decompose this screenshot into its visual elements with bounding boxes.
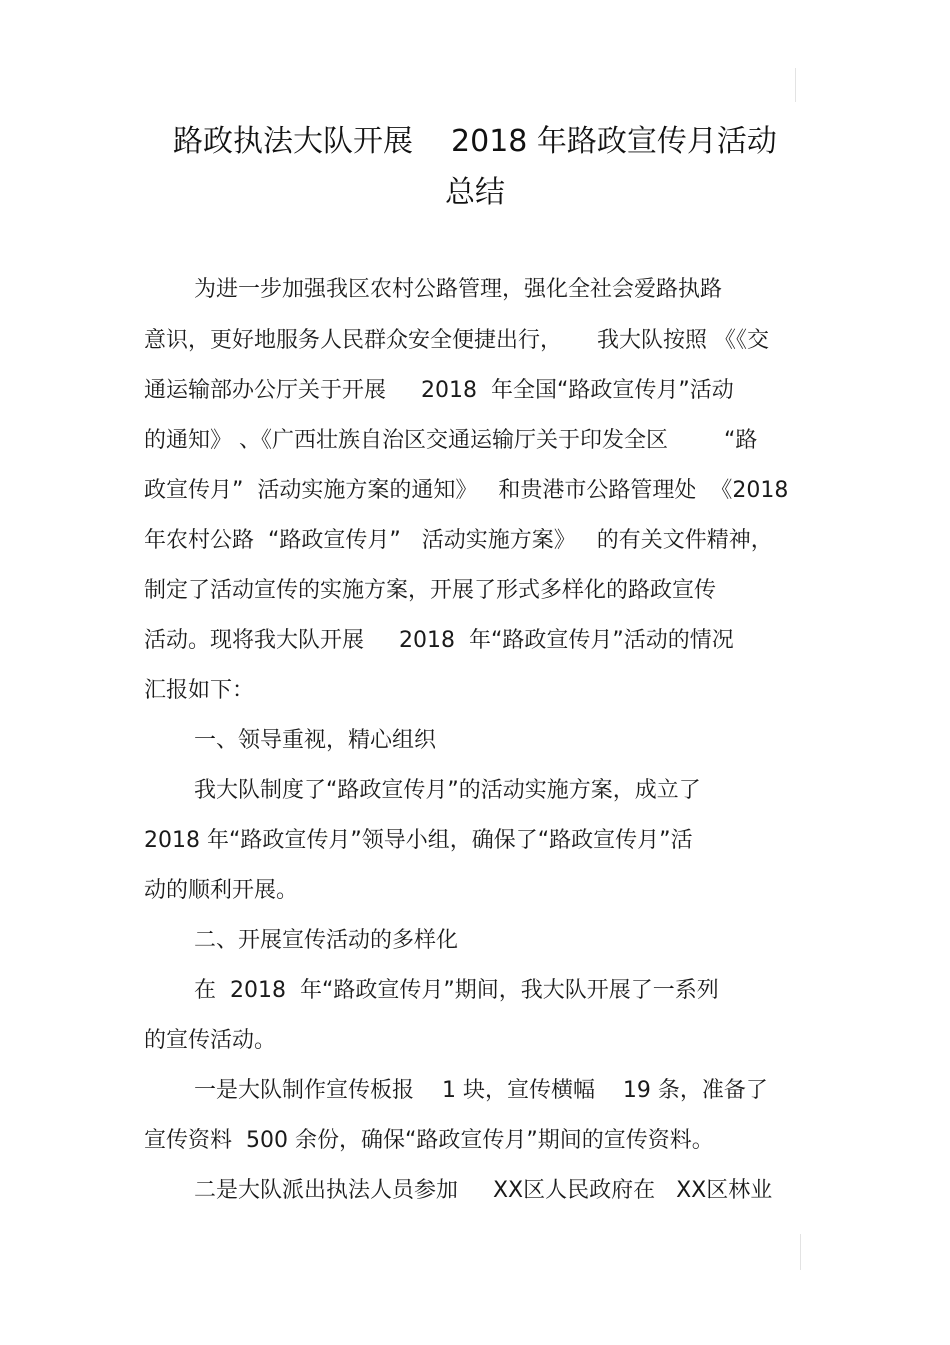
section-heading: 二、开展宣传活动的多样化 [194, 928, 459, 953]
title-part-2: 2018 年路政宣传月活动 [451, 124, 777, 159]
paragraph-line: 动的顺利开展。 [144, 878, 299, 903]
paragraph-line: 一是大队制作宣传板报 1 块，宣传横幅 19 条，准备了 [194, 1078, 768, 1103]
paragraph-line: 意识，更好地服务人民群众安全便捷出行， 我大队按照 《《交 [144, 328, 769, 353]
paragraph-line: 制定了活动宣传的实施方案，开展了形式多样化的路政宣传 [144, 578, 717, 603]
paragraph-line: 的宣传活动。 [144, 1028, 277, 1053]
paragraph-line: 的通知》 、《广西壮族自治区交通运输厅关于印发全区 “路 [144, 428, 758, 453]
paragraph-line: 为进一步加强我区农村公路管理，强化全社会爱路执路 [194, 277, 723, 302]
document-title [0, 122, 950, 162]
document-title-line-2: 总结 [445, 175, 505, 210]
paragraph-line: 通运输部办公厅关于开展 2018 年全国“路政宣传月”活动 [144, 378, 734, 403]
section-heading: 一、领导重视，精心组织 [194, 728, 437, 753]
paragraph-line: 年农村公路 “路政宣传月” 活动实施方案》 的有关文件精神， [144, 528, 773, 553]
crop-mark-top [795, 68, 796, 102]
paragraph-line: 二是大队派出执法人员参加 XX区人民政府在 XX区林业 [194, 1178, 773, 1203]
paragraph-line: 2018 年“路政宣传月”领导小组，确保了“路政宣传月”活 [144, 828, 693, 853]
paragraph-line: 活动。现将我大队开展 2018 年“路政宣传月”活动的情况 [144, 628, 734, 653]
paragraph-line: 在 2018 年“路政宣传月”期间，我大队开展了一系列 [194, 978, 719, 1003]
crop-mark-bottom [800, 1234, 801, 1270]
paragraph-line: 政宣传月” 活动实施方案的通知》 和贵港市公路管理处 《2018 [144, 478, 789, 503]
paragraph-line: 我大队制度了“路政宣传月”的活动实施方案，成立了 [194, 778, 701, 803]
title-part-1: 路政执法大队开展 [173, 124, 414, 159]
paragraph-line: 汇报如下： [144, 678, 255, 703]
paragraph-line: 宣传资料 500 余份，确保“路政宣传月”期间的宣传资料。 [144, 1128, 714, 1153]
